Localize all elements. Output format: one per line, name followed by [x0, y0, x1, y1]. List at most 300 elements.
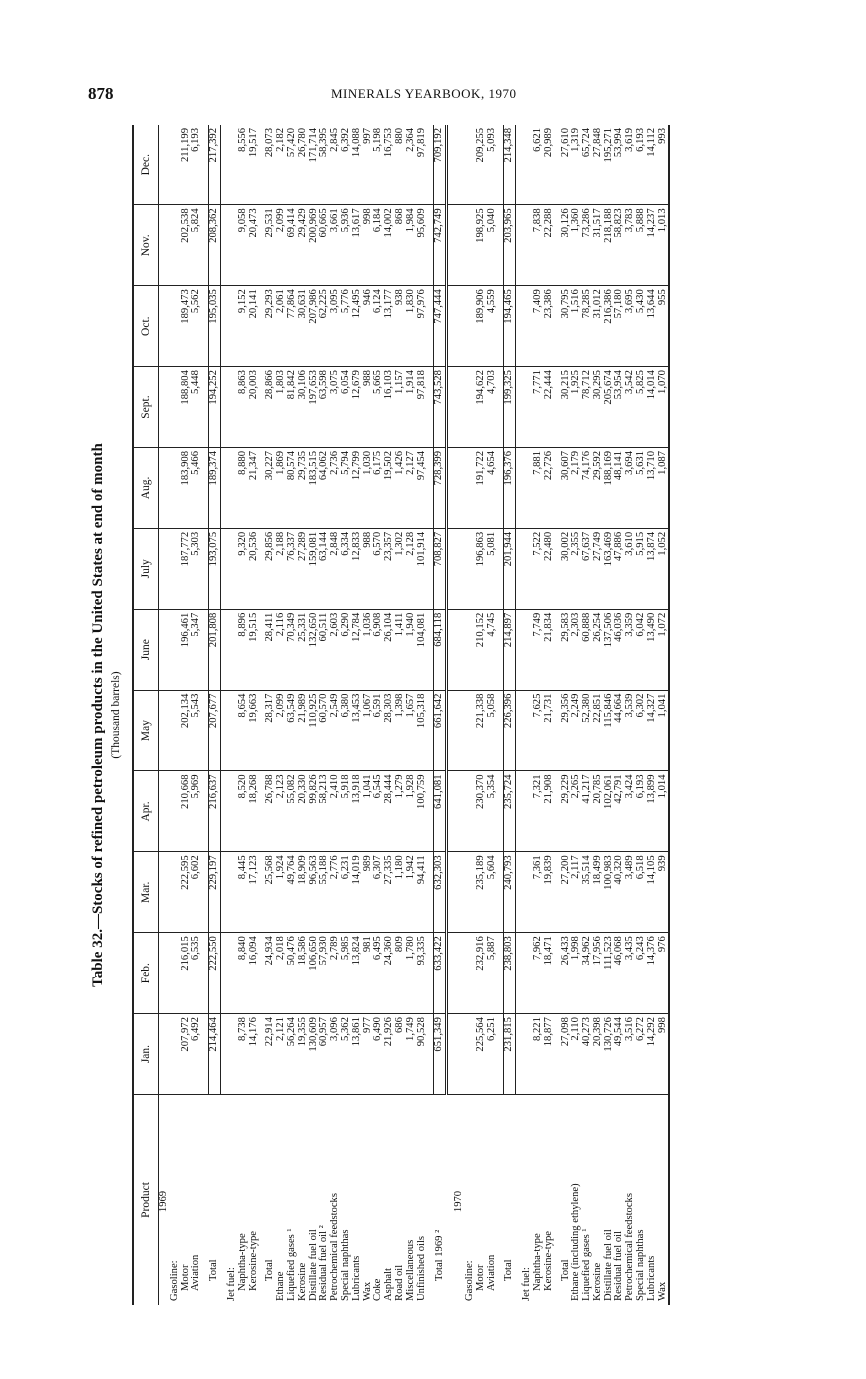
value-cell: 633,422	[434, 933, 447, 1014]
row-label: Aviation	[190, 1254, 202, 1291]
row-label: Total	[208, 1259, 220, 1281]
row-label: Naphtha-type	[531, 1233, 543, 1291]
value-cell: 100,983	[604, 852, 615, 933]
value-cell: 40,320	[614, 852, 625, 933]
value-cell: 13,918	[352, 771, 363, 852]
value-cell	[159, 528, 170, 609]
table-row	[434, 125, 447, 1305]
value-cell: 40,273	[582, 1014, 593, 1095]
value-cell: 6,193	[636, 125, 647, 205]
spacer-cell	[447, 933, 455, 1014]
value-cell: 13,177	[384, 286, 395, 367]
value-cell: 16,103	[384, 367, 395, 448]
value-cell: 5,794	[341, 448, 352, 529]
value-cell: 1,749	[406, 1014, 417, 1095]
value-cell: 8,654	[238, 690, 249, 771]
value-cell: 998	[363, 205, 374, 286]
value-cell: 24,934	[265, 933, 276, 1014]
value-cell: 18,268	[249, 771, 260, 852]
value-cell: 709,192	[434, 125, 447, 205]
value-cell: 60,570	[319, 690, 330, 771]
value-cell: 13,824	[352, 933, 363, 1014]
value-cell: 684,118	[434, 609, 447, 690]
value-cell: 90,528	[417, 1014, 428, 1095]
value-cell: 728,399	[434, 448, 447, 529]
value-cell: 17,956	[593, 933, 604, 1014]
value-cell: 14,105	[647, 852, 658, 933]
value-cell: 1,924	[276, 852, 287, 933]
value-cell: 1,984	[406, 205, 417, 286]
value-cell: 1,914	[406, 367, 417, 448]
value-cell: 132,650	[309, 609, 320, 690]
value-cell: 998	[658, 1014, 670, 1095]
value-cell: 4,745	[487, 609, 498, 690]
value-cell: 19,515	[249, 609, 260, 690]
value-cell	[159, 367, 170, 448]
table-row	[544, 125, 555, 1305]
row-label: Wax	[658, 1095, 670, 1306]
value-cell: 211,199	[181, 125, 192, 205]
row-label: Lubricants	[350, 1255, 362, 1301]
value-cell: 30,295	[593, 367, 604, 448]
value-cell	[454, 448, 465, 529]
value-cell: 35,514	[582, 852, 593, 933]
value-cell: 21,834	[544, 609, 555, 690]
value-cell: 207,972	[181, 1014, 192, 1095]
value-cell: 1,942	[406, 852, 417, 933]
value-cell: 56,264	[287, 1014, 298, 1095]
value-cell: 70,349	[287, 609, 298, 690]
value-cell: 1,657	[406, 690, 417, 771]
value-cell: 3,610	[625, 528, 636, 609]
value-cell: 5,888	[636, 205, 647, 286]
value-cell: 743,528	[434, 367, 447, 448]
value-cell: 26,780	[298, 125, 309, 205]
value-cell: 6,492	[191, 1014, 202, 1095]
value-cell: 196,376	[504, 448, 516, 529]
value-cell: 101,914	[417, 528, 428, 609]
table-row	[417, 125, 428, 1305]
value-cell: 5,604	[487, 852, 498, 933]
value-cell: 2,117	[571, 852, 582, 933]
row-label: Distillate fuel oil	[602, 1229, 614, 1301]
value-cell: 208,362	[209, 205, 221, 286]
value-cell: 1,940	[406, 609, 417, 690]
value-cell: 25,568	[265, 852, 276, 933]
value-cell: 6,535	[191, 933, 202, 1014]
value-cell: 97,976	[417, 286, 428, 367]
value-cell: 195,271	[604, 125, 615, 205]
value-cell: 57,180	[614, 286, 625, 367]
value-cell: 97,819	[417, 125, 428, 205]
value-cell: 16,753	[384, 125, 395, 205]
value-cell: 104,081	[417, 609, 428, 690]
row-label: Wax	[361, 1281, 373, 1301]
table-row	[249, 125, 260, 1305]
column-header-product: Product	[133, 1095, 159, 1306]
value-cell: 12,784	[352, 609, 363, 690]
value-cell: 5,824	[191, 205, 202, 286]
spacer-cell	[447, 205, 455, 286]
value-cell: 6,570	[373, 528, 384, 609]
value-cell: 5,562	[191, 286, 202, 367]
value-cell: 3,096	[330, 1014, 341, 1095]
value-cell: 3,516	[625, 1014, 636, 1095]
row-label: Ethane (including ethylene)	[570, 1183, 582, 1301]
value-cell: 163,469	[604, 528, 615, 609]
value-cell: 197,653	[309, 367, 320, 448]
table-row	[476, 125, 487, 1305]
value-cell: 18,499	[593, 852, 604, 933]
value-cell: 997	[363, 125, 374, 205]
value-cell: 209,255	[476, 125, 487, 205]
spacer-cell	[447, 528, 455, 609]
row-label: Lubricants	[645, 1255, 657, 1301]
row-label: Liquefied gases ¹	[581, 1228, 593, 1301]
value-cell	[170, 528, 181, 609]
value-cell: 20,398	[593, 1014, 604, 1095]
value-cell: 183,515	[309, 448, 320, 529]
value-cell: 102,061	[604, 771, 615, 852]
value-cell: 6,545	[373, 771, 384, 852]
spacer-cell	[447, 852, 455, 933]
value-cell: 6,054	[341, 367, 352, 448]
value-cell: 55,188	[319, 852, 330, 933]
value-cell: 106,650	[309, 933, 320, 1014]
value-cell: 183,908	[181, 448, 192, 529]
value-cell: 2,127	[406, 448, 417, 529]
value-cell: 28,073	[265, 125, 276, 205]
value-cell: 13,861	[352, 1014, 363, 1095]
value-cell	[454, 286, 465, 367]
value-cell: 3,783	[625, 205, 636, 286]
value-cell: 49,764	[287, 852, 298, 933]
value-cell: 955	[658, 286, 670, 367]
value-cell: 1,869	[276, 448, 287, 529]
value-cell: 6,175	[373, 448, 384, 529]
value-cell: 5,665	[373, 367, 384, 448]
value-cell: 27,335	[384, 852, 395, 933]
value-cell: 21,347	[249, 448, 260, 529]
value-cell: 2,099	[276, 205, 287, 286]
value-cell: 29,229	[561, 771, 572, 852]
year-heading-row	[159, 125, 170, 1305]
value-cell: 110,925	[309, 690, 320, 771]
value-cell: 2,736	[330, 448, 341, 529]
value-cell: 58,395	[319, 125, 330, 205]
spacer-cell	[447, 448, 455, 529]
column-header-month: July	[133, 528, 159, 609]
value-cell: 4,654	[487, 448, 498, 529]
row-label: Aviation	[485, 1254, 497, 1291]
value-cell: 191,722	[476, 448, 487, 529]
value-cell: 217,392	[209, 125, 221, 205]
table-row	[487, 125, 498, 1305]
value-cell: 14,237	[647, 205, 658, 286]
row-label: Gasoline:	[168, 1260, 180, 1301]
value-cell: 7,321	[533, 771, 544, 852]
value-cell: 977	[363, 1014, 374, 1095]
value-cell: 41,217	[582, 771, 593, 852]
value-cell: 19,839	[544, 852, 555, 933]
value-cell: 2,265	[571, 771, 582, 852]
value-cell: 7,361	[533, 852, 544, 933]
value-cell: 226,396	[504, 690, 516, 771]
value-cell: 29,531	[265, 205, 276, 286]
row-label: Special naphthas	[339, 1229, 351, 1301]
value-cell: 5,198	[373, 125, 384, 205]
value-cell: 49,544	[614, 1014, 625, 1095]
value-cell: 2,845	[330, 125, 341, 205]
value-cell: 60,665	[319, 205, 330, 286]
value-cell: 201,944	[504, 528, 516, 609]
value-cell	[170, 125, 181, 205]
value-cell: 1,041	[363, 771, 374, 852]
year-heading-row	[454, 125, 465, 1305]
value-cell: 46,036	[614, 609, 625, 690]
value-cell: 3,542	[625, 367, 636, 448]
value-cell: 13,874	[647, 528, 658, 609]
value-cell: 29,856	[265, 528, 276, 609]
value-cell: 76,337	[287, 528, 298, 609]
value-cell: 214,897	[504, 609, 516, 690]
value-cell: 196,863	[476, 528, 487, 609]
value-cell: 6,193	[636, 771, 647, 852]
value-cell: 3,359	[625, 609, 636, 690]
value-cell: 1,360	[571, 205, 582, 286]
value-cell: 231,815	[504, 1014, 516, 1095]
value-cell	[159, 125, 170, 205]
value-cell	[454, 125, 465, 205]
value-cell: 8,840	[238, 933, 249, 1014]
value-cell	[454, 205, 465, 286]
value-cell: 64,062	[319, 448, 330, 529]
value-cell: 46,068	[614, 933, 625, 1014]
value-cell: 5,969	[191, 771, 202, 852]
value-cell: 1,928	[406, 771, 417, 852]
table-row	[352, 125, 363, 1305]
value-cell: 69,414	[287, 205, 298, 286]
value-cell: 6,621	[533, 125, 544, 205]
value-cell: 993	[658, 125, 670, 205]
value-cell: 18,909	[298, 852, 309, 933]
table-row	[658, 125, 670, 1305]
value-cell: 868	[395, 205, 406, 286]
value-cell: 2,188	[276, 528, 287, 609]
value-cell: 6,231	[341, 852, 352, 933]
value-cell	[159, 1014, 170, 1095]
value-cell: 1,072	[658, 609, 670, 690]
table-row	[191, 125, 202, 1305]
value-cell: 27,749	[593, 528, 604, 609]
value-cell: 6,251	[487, 1014, 498, 1095]
table-row	[298, 125, 309, 1305]
value-cell: 199,325	[504, 367, 516, 448]
value-cell: 55,082	[287, 771, 298, 852]
value-cell: 240,793	[504, 852, 516, 933]
value-cell: 96,563	[309, 852, 320, 933]
value-cell: 23,386	[544, 286, 555, 367]
value-cell	[454, 852, 465, 933]
value-cell: 216,386	[604, 286, 615, 367]
value-cell: 195,035	[209, 286, 221, 367]
value-cell: 6,042	[636, 609, 647, 690]
value-cell: 2,410	[330, 771, 341, 852]
value-cell: 4,559	[487, 286, 498, 367]
row-label: Kerosine-type	[542, 1230, 554, 1291]
value-cell: 30,607	[561, 448, 572, 529]
value-cell: 1,052	[658, 528, 670, 609]
value-cell: 5,430	[636, 286, 647, 367]
value-cell: 218,188	[604, 205, 615, 286]
page-number: 878	[88, 84, 114, 103]
row-label: Gasoline:	[463, 1260, 475, 1301]
value-cell: 130,726	[604, 1014, 615, 1095]
value-cell: 13,899	[647, 771, 658, 852]
rotated-table-region	[90, 125, 790, 1305]
value-cell: 5,466	[191, 448, 202, 529]
value-cell: 14,014	[647, 367, 658, 448]
value-cell: 194,465	[504, 286, 516, 367]
value-cell: 5,058	[487, 690, 498, 771]
value-cell: 8,556	[238, 125, 249, 205]
value-cell	[454, 609, 465, 690]
value-cell: 6,380	[341, 690, 352, 771]
column-header-month: Aug.	[133, 448, 159, 529]
row-label: Coke	[372, 1278, 384, 1301]
value-cell: 988	[363, 528, 374, 609]
value-cell: 30,106	[298, 367, 309, 448]
value-cell: 3,661	[330, 205, 341, 286]
value-cell: 747,444	[434, 286, 447, 367]
value-cell: 25,331	[298, 609, 309, 690]
value-cell: 22,851	[593, 690, 604, 771]
value-cell: 2,123	[276, 771, 287, 852]
value-cell: 229,197	[209, 852, 221, 933]
value-cell: 686	[395, 1014, 406, 1095]
value-cell: 12,799	[352, 448, 363, 529]
value-cell: 188,169	[604, 448, 615, 529]
value-cell	[159, 933, 170, 1014]
value-cell: 5,448	[191, 367, 202, 448]
column-header-month: Sept.	[133, 367, 159, 448]
value-cell: 13,710	[647, 448, 658, 529]
value-cell: 6,272	[636, 1014, 647, 1095]
column-header-month: Jan.	[133, 1014, 159, 1095]
value-cell: 53,994	[614, 125, 625, 205]
value-cell: 210,668	[181, 771, 192, 852]
value-cell: 26,254	[593, 609, 604, 690]
value-cell: 7,962	[533, 933, 544, 1014]
value-cell: 6,184	[373, 205, 384, 286]
value-cell: 6,290	[341, 609, 352, 690]
table-row	[406, 125, 417, 1305]
value-cell: 2,789	[330, 933, 341, 1014]
spacer-cell	[447, 286, 455, 367]
value-cell: 62,225	[319, 286, 330, 367]
value-cell: 105,318	[417, 690, 428, 771]
value-cell: 20,473	[249, 205, 260, 286]
value-cell: 8,520	[238, 771, 249, 852]
value-cell: 14,019	[352, 852, 363, 933]
value-cell: 809	[395, 933, 406, 1014]
running-title: MINERALS YEARBOOK, 1970	[331, 86, 517, 101]
value-cell: 34,962	[582, 933, 593, 1014]
value-cell: 3,075	[330, 367, 341, 448]
value-cell: 60,957	[319, 1014, 330, 1095]
value-cell	[170, 933, 181, 1014]
value-cell: 2,121	[276, 1014, 287, 1095]
table-subtitle: (Thousand barrels)	[110, 671, 122, 759]
value-cell: 988	[363, 367, 374, 448]
value-cell: 2,110	[571, 1014, 582, 1095]
value-cell: 207,677	[209, 690, 221, 771]
value-cell: 13,453	[352, 690, 363, 771]
value-cell: 29,592	[593, 448, 604, 529]
value-cell: 235,189	[476, 852, 487, 933]
value-cell: 1,279	[395, 771, 406, 852]
value-cell: 194,622	[476, 367, 487, 448]
row-label: Petrochemical feedstocks	[329, 1193, 341, 1301]
value-cell: 207,986	[309, 286, 320, 367]
value-cell	[170, 205, 181, 286]
row-label: Road oil	[393, 1264, 405, 1301]
value-cell: 14,376	[647, 933, 658, 1014]
value-cell: 2,099	[276, 690, 287, 771]
spacer-row	[447, 125, 455, 1305]
value-cell: 57,930	[319, 933, 330, 1014]
value-cell: 137,506	[604, 609, 615, 690]
value-cell: 2,116	[276, 609, 287, 690]
value-cell: 18,877	[544, 1014, 555, 1095]
value-cell	[159, 771, 170, 852]
value-cell: 3,435	[625, 933, 636, 1014]
value-cell	[159, 609, 170, 690]
value-cell: 20,785	[593, 771, 604, 852]
value-cell: 196,461	[181, 609, 192, 690]
value-cell: 12,679	[352, 367, 363, 448]
value-cell: 2,848	[330, 528, 341, 609]
value-cell: 8,896	[238, 609, 249, 690]
value-cell: 2,018	[276, 933, 287, 1014]
value-cell: 232,916	[476, 933, 487, 1014]
value-cell: 94,411	[417, 852, 428, 933]
row-label: Jet fuel:	[225, 1267, 237, 1301]
value-cell: 28,317	[265, 690, 276, 771]
value-cell: 7,749	[533, 609, 544, 690]
value-cell: 22,480	[544, 528, 555, 609]
value-cell: 1,998	[571, 933, 582, 1014]
value-cell: 80,574	[287, 448, 298, 529]
value-cell: 1,302	[395, 528, 406, 609]
value-cell: 73,286	[582, 205, 593, 286]
value-cell: 7,838	[533, 205, 544, 286]
value-cell: 5,936	[341, 205, 352, 286]
value-cell: 100,759	[417, 771, 428, 852]
value-cell: 20,003	[249, 367, 260, 448]
value-cell: 58,823	[614, 205, 625, 286]
value-cell: 27,848	[593, 125, 604, 205]
value-cell: 2,355	[571, 528, 582, 609]
value-cell: 28,866	[265, 367, 276, 448]
value-cell: 1,426	[395, 448, 406, 529]
value-cell: 63,549	[287, 690, 298, 771]
value-cell: 235,724	[504, 771, 516, 852]
value-cell: 58,213	[319, 771, 330, 852]
value-cell: 7,881	[533, 448, 544, 529]
column-header-month: Dec.	[133, 125, 159, 205]
value-cell: 22,288	[544, 205, 555, 286]
